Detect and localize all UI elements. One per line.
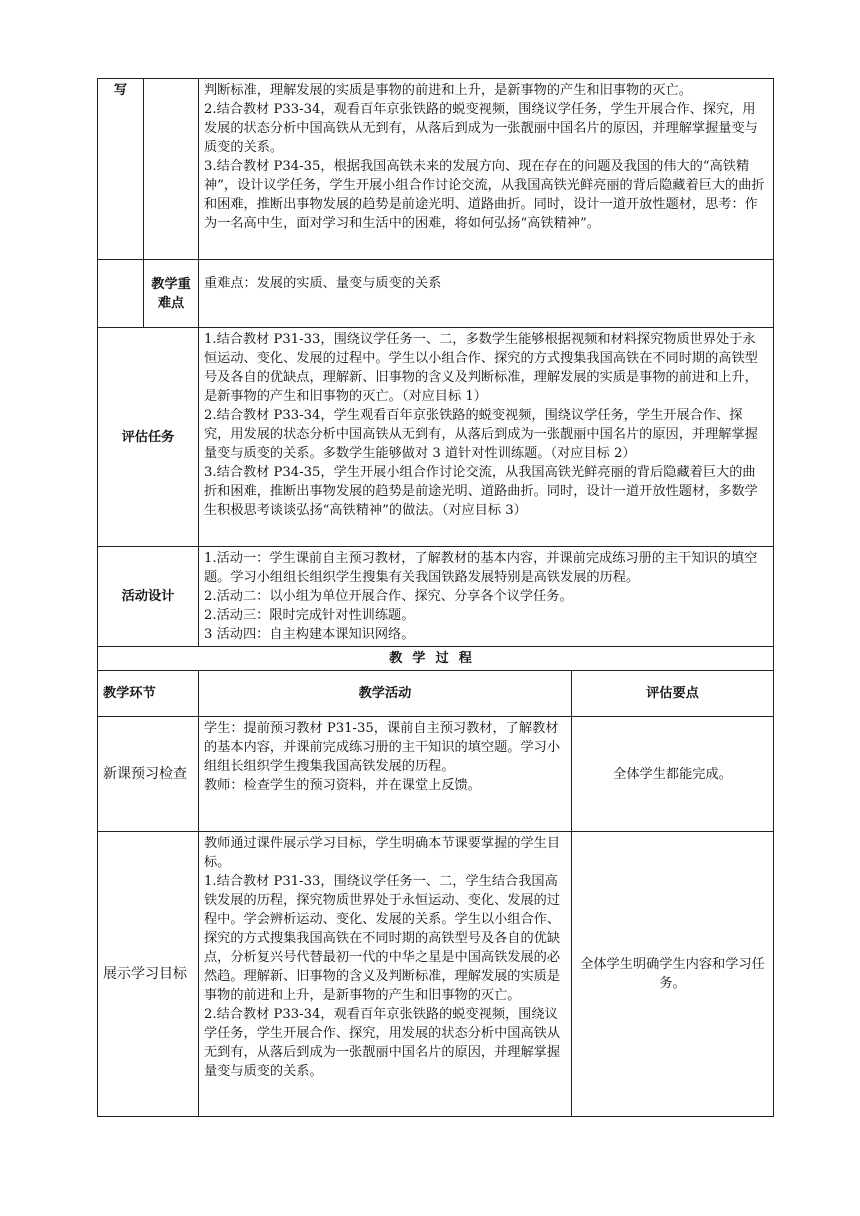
key-points-text: 重难点：发展的实质、量变与质变的关系 [199,260,774,328]
process-header-row [98,671,774,717]
assessment-text [199,328,774,547]
process-row-preview [98,717,774,832]
activity-cell-paragraph: 2.结合教材 P33-34，观看百年京张铁路的蜕变视频，围绕议学任务，学生开展合作、探究，用发展的状态分析中国高铁从无到有，从落后到成为一张靓丽中国名片的原因，并理解掌握量变与质变的关系。 [204,1007,561,1079]
point-cell: 全体学生明确学生内容和学习任务。 [572,832,774,1117]
assessment-row [98,328,774,547]
assessment-paragraph: 3.结合教材 P34-35，学生开展小组合作讨论交流，从我国高铁光鲜亮丽的背后隐藏着巨大的曲折和困难，推断出事物发展的趋势是前途光明、道路曲折。同时，设计一道开放性题材，多数学生积极思考谈谈弘扬“高铁精神”的做法。（对应目标 3） [204,465,758,518]
activity-cell-paragraph: 教师：检查学生的预习资料，并在课堂上反馈。 [204,778,481,793]
objectives-row [98,79,774,260]
process-title: 教学过程 [98,647,774,671]
point-cell: 全体学生都能完成。 [572,717,774,832]
stage-cell: 展示学习目标 [98,832,199,1117]
key-points-row [98,260,774,328]
header-stage: 教学环节 [98,671,199,717]
lesson-plan-table [97,78,774,1117]
activity-paragraph: 2.活动二：以小组为单位开展合作、探究、分享各个议学任务。 [204,589,573,604]
activity-text [199,547,774,647]
header-point: 评估要点 [572,671,774,717]
empty-cell [98,260,144,328]
process-row-goals [98,832,774,1117]
activity-label: 活动设计 [98,547,199,647]
activity-cell-paragraph: 教师通过课件展示学习目标，学生明确本节课要掌握的学生目标。 [204,836,561,870]
stage-cell: 新课预习检查 [98,717,199,832]
assessment-paragraph: 1.结合教材 P31-33，围绕议学任务一、二，多数学生能够根据视频和材料探究物质世界处于永恒运动、变化、发展的过程中。学生以小组合作、探究的方式搜集我国高铁在不同时期的高铁型号及各自的优缺点，理解新、旧事物的含义及判断标准，理解发展的实质是事物的前进和上升，是新事物的产生和旧事物的灭亡。（对应目标 1） [204,332,758,404]
process-title-row [98,647,774,671]
activity-cell [199,717,572,832]
assessment-label: 评估任务 [98,328,199,547]
activity-cell-paragraph: 1.结合教材 P31-33，围绕议学任务一、二，学生结合我国高铁发展的历程，探究物质世界处于永恒运动、变化、发展的过程中。学会辨析运动、变化、发展的关系。学生以小组合作、探究的方式搜集我国高铁在不同时期的高铁型号及各自的优缺点，分析复兴号代替最初一代的中华之星是中国高铁发展的必然趋。理解新、旧事物的含义及判断标准，理解发展的实质是事物的前进和上升，是新事物的产生和旧事物的灭亡。 [204,874,561,1003]
activity-cell-paragraph: 学生：提前预习教材 P31-35，课前自主预习教材，了解教材的基本内容，并课前完成练习册的主干知识的填空题。学习小组组长组织学生搜集我国高铁发展的历程。 [204,721,561,774]
objectives-text [199,79,774,260]
objective-paragraph: 3.结合教材 P34-35，根据我国高铁未来的发展方向、现在存在的问题及我国的伟大的“高铁精神”，设计议学任务，学生开展小组合作讨论交流，从我国高铁光鲜亮丽的背后隐藏着巨大的曲折和困难，推断出事物发展的趋势是前途光明、道路曲折。同时，设计一道开放性题材，思考：作为一名高中生，面对学习和生活中的困难，将如何弘扬“高铁精神”。 [204,159,765,231]
activity-cell [199,832,572,1117]
header-activity: 教学活动 [199,671,572,717]
section-label-write: 写 [98,79,144,260]
empty-cell [144,79,199,260]
activity-paragraph: 3 活动四：自主构建本课知识网络。 [204,627,415,642]
activity-paragraph: 2.活动三：限时完成针对性训练题。 [204,608,415,623]
objective-paragraph: 判断标准，理解发展的实质是事物的前进和上升，是新事物的产生和旧事物的灭亡。 [204,83,692,98]
activity-row [98,547,774,647]
key-points-label: 教学重难点 [144,260,199,328]
activity-paragraph: 1.活动一：学生课前自主预习教材，了解教材的基本内容，并课前完成练习册的主干知识的填空题。学习小组组长组织学生搜集有关我国铁路发展特别是高铁发展的历程。 [204,551,758,585]
assessment-paragraph: 2.结合教材 P33-34，学生观看百年京张铁路的蜕变视频，围绕议学任务，学生开展合作、探究，用发展的状态分析中国高铁从无到有，从落后到成为一张靓丽中国名片的原因，并理解掌握量变与质变的关系。多数学生能够做对 3 道针对性训练题。（对应目标 2） [204,408,758,461]
objective-paragraph: 2.结合教材 P33-34，观看百年京张铁路的蜕变视频，围绕议学任务，学生开展合作、探究，用发展的状态分析中国高铁从无到有，从落后到成为一张靓丽中国名片的原因，并理解掌握量变与质变的关系。 [204,102,758,155]
